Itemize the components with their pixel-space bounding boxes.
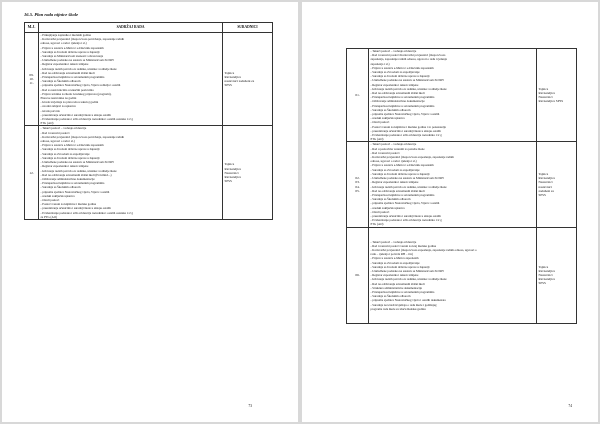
people-cell xyxy=(223,126,273,219)
task-line: - Prijave učenika za školu Gradskog prijevoza (programi), xyxy=(40,91,112,96)
work-plan-table-left xyxy=(24,22,273,220)
collaborator-label: Nastavnici xyxy=(538,180,553,185)
people-cell xyxy=(537,142,577,227)
task-line: - Održavanje administrativne dokumentacije xyxy=(370,99,425,104)
task-line: zaposlenja i sl.) xyxy=(370,61,390,66)
task-line: - Prikupljanje zapisnika i školskih godina xyxy=(40,33,92,37)
task-line: - Struktura administrativne dokumentacije xyxy=(370,285,423,290)
task-line: - Pristupačnost knjižnice u suvremenim programima xyxy=(370,289,435,294)
task-line: - Evidentiranje podataka i svih evidencija razrednika i ostalih ostataka 1/2 g xyxy=(40,117,133,122)
task-line: - Uskladbene podataka na sustavu sa Ministarstvom ZO RH xyxy=(40,160,114,165)
task-line: - Pristupačnost knjižnice u suvremenim programima xyxy=(370,192,435,197)
task-line: - Rad na održavanju suvremenih zbirki školi xyxy=(40,70,95,75)
month-label: 01. xyxy=(355,93,360,98)
collaborator-label: SPSS xyxy=(538,192,546,197)
task-line: - Poslovi vezani za knjižnice i školske godine i sl. pokazatelja xyxy=(370,124,446,129)
month-label: 03. xyxy=(355,180,360,185)
task-line: - Suradnja sa Školskim odborom xyxy=(370,107,411,112)
task-line: - Karlovački povjerenici (mapa izvoza zaposlenja, zaposlenje radnih xyxy=(370,155,454,160)
task-line: - Uskladbene podataka na sustavu sa Ministarstvom ZO RH xyxy=(40,58,114,63)
table-header-row xyxy=(25,23,273,33)
task-line: - Ostali poslovi xyxy=(40,197,60,202)
task-line: - Suradnja sa Ministarstvom znanosti i obrazovanja xyxy=(40,54,104,59)
table-row xyxy=(347,49,577,142)
task-line: - Prijave u sustavu e-Matica i e-Dnevnik zaposlenih xyxy=(370,65,434,70)
table-row xyxy=(25,33,273,126)
content-cell xyxy=(369,227,537,323)
task-line: - Suradnja sa Zavodom za zapošljavanje xyxy=(370,260,420,265)
collaborator-label: zaduženi za xyxy=(538,188,554,193)
task-line: Planove nastavnika na godini xyxy=(40,96,77,101)
collaborator-label: nastavnici zaduženi za xyxy=(224,79,255,84)
task-line: - Suradnja sa Školskim odborom xyxy=(40,185,81,190)
collaborator-label: Tajnica xyxy=(538,265,549,270)
task-line: - prezentiranje učenicima i suradnji škole u sklopu ostalih xyxy=(370,128,441,133)
collaborator-label: Nastavnici xyxy=(538,273,553,278)
month-label: 09. xyxy=(29,72,34,77)
work-plan-table-right xyxy=(346,48,577,324)
people-cell xyxy=(223,33,273,126)
task-line: - Registar zaposlenika i tekuće izmjene xyxy=(370,273,419,278)
task-line: - Suradnja na izradi izvještaja o radu škole i godišnjeg xyxy=(370,302,437,307)
collaborator-label: Tajnica xyxy=(224,162,235,167)
task-line: - Registar zaposlenika i tekuće izmjene xyxy=(370,180,419,185)
task-line: - Rad i nastavni poslovi xyxy=(370,150,400,155)
collaborator-label: Tajnica xyxy=(538,87,549,92)
task-line: - Rad na održavanju suvremenih zbirki školi (Pravilnici...) xyxy=(40,172,112,177)
task-line: - izrada potvrda xyxy=(40,108,60,113)
collaborator-label: Ravnateljica xyxy=(538,277,555,282)
task-line: - Pristupačnost knjižnice u suvremenim programima xyxy=(370,103,435,108)
task-line: odnosa, ugovori o radu i rješenja i sl.) xyxy=(370,159,417,164)
content-cell xyxy=(39,126,223,219)
collaborator-label: Ravnateljica xyxy=(538,91,555,96)
month-label: 11. xyxy=(29,81,34,86)
task-line: - Tekući poslovi – vođenje evidencije xyxy=(370,239,417,244)
task-line: - Rad i nastavni poslovi xyxy=(40,130,70,135)
task-line: - Suradnja sa Uredom državne uprave u županiji xyxy=(370,74,430,79)
task-line: - Pristupačnost knjižnice u suvremenim programima xyxy=(40,75,105,80)
task-line: - Suradnja sa Školskim odborom xyxy=(40,79,81,84)
collaborator-label: Nastavnici xyxy=(538,95,553,100)
task-line: - Pristupačnost knjižnice u suvremenim programima xyxy=(370,95,435,100)
task-line: - Izdavanje raznih potvrda za radnike, učenike i roditelje škole xyxy=(40,66,117,71)
task-line: - prezentiranje učenicima i suradnji škole u sklopu ostalih xyxy=(40,206,111,211)
collaborator-label: Ravnateljica xyxy=(224,174,241,179)
task-line: - Registar zaposlenika i tekuće izmjene xyxy=(40,62,89,67)
task-line: - Evidentiranje podataka i svih evidencija razrednika i ostalih ostataka 1/2 g xyxy=(40,210,133,215)
task-line: - priprema sjednica Nastavničkog vijeća, Vijeća i ostalih xyxy=(370,112,440,117)
task-line: - Rad na održavanju suvremenih zbirki školi xyxy=(370,281,425,286)
task-line: - Suradnja sa Zavodom za zapošljavanje xyxy=(40,151,90,156)
task-line: - Karlovački povjerenici (mapa izvoza potvrđenja, zaposlenje radnih xyxy=(40,37,125,42)
month-cell xyxy=(347,142,369,227)
task-line: PTG (AO) xyxy=(370,222,384,227)
task-line: za PTG (AO) xyxy=(40,214,57,219)
task-line: - Prijave u sustavu e-Matica i e-Dnevnik zaposlenih xyxy=(40,45,104,50)
task-line: - Rad na održavanju suvremenih zbirki školi xyxy=(370,188,425,193)
collaborator-label: Ravnateljica xyxy=(224,166,241,171)
task-line: - Karlovački povjerenici (mapa izvoza zaposlenja, zaposlenje radnih odnosa, ugovori o xyxy=(370,247,477,252)
month-label: 02. xyxy=(355,175,360,180)
task-line: - Ostali poslovi xyxy=(370,209,390,214)
task-line: - Tekući poslovi – vođenje evidencije xyxy=(40,126,87,131)
people-cell xyxy=(537,49,577,142)
collaborator-label: nastavnici xyxy=(538,184,552,189)
task-line: - Suradnja sa Uredom državne uprave u županiji xyxy=(40,147,100,152)
task-line: - Uskladbene podataka na sustavu sa Ministarstvom ZO RH xyxy=(370,268,444,273)
task-line: - Prijave u sustavu e-Matica i e-Dnevnik zaposlenih xyxy=(40,143,104,148)
task-line: - Rad u poslovima vezanim za potrebe škole xyxy=(370,146,425,151)
people-header: SURADNICI xyxy=(223,23,273,33)
collaborator-label: Tajnica xyxy=(538,172,549,177)
task-line: - priprema sjednica Nastavničkog vijeća, Vijeća roditelja i ostalih xyxy=(40,83,121,88)
content-cell xyxy=(369,142,537,227)
task-line: - Prijave u sustavu e-Matica zaposlenih xyxy=(370,256,419,261)
task-line: - Tekući poslovi – vođenje evidencije xyxy=(370,49,417,53)
task-line: - Suradnja sa Uredom državne uprave u županiji xyxy=(370,264,430,269)
page-number: 74 xyxy=(568,404,572,408)
task-line: - Rad na održavanju suvremenih zbirki školi xyxy=(370,91,425,96)
section-heading: 16.5. Plan rada nijnice škole xyxy=(24,12,79,17)
task-line: - Održavanje administrativne dokumentacije xyxy=(40,176,95,181)
table-row xyxy=(347,227,577,323)
task-line: - Suradnja sa Uredom državne uprave u županiji xyxy=(40,49,100,54)
task-line: - Ostali poslovi xyxy=(370,120,390,125)
month-cell xyxy=(347,227,369,323)
task-line: PTG (AO) xyxy=(40,121,54,126)
task-line: - Registar zaposlenika i tekuće izmjene xyxy=(40,164,89,169)
task-line: - Suradnja sa Zavodom za zapošljavanje xyxy=(370,167,420,172)
task-line: - priprema sjednica Nastavničkog vijeća i ostalih dokumenata xyxy=(370,298,446,303)
collaborator-label: Ravnateljica SPSS xyxy=(538,99,564,104)
task-line: - Uskladbene podataka na sustavu sa Ministarstvom ZO RH xyxy=(370,78,444,83)
task-line: - Evidentiranje podataka i svih evidencija razrednika 1/2 g xyxy=(370,218,442,223)
task-line: - Izdavanje raznih potvrda za radnike, učenike i roditelje škole xyxy=(370,277,447,282)
month-header: M.J. xyxy=(25,23,39,33)
month-label: 05. xyxy=(355,188,360,193)
table-row xyxy=(25,126,273,219)
collaborator-label: Ravnateljica xyxy=(538,176,555,181)
month-label: 12. xyxy=(29,170,34,175)
content-cell xyxy=(369,49,537,142)
collaborator-label: SPSS xyxy=(224,178,232,183)
month-cell xyxy=(347,49,369,142)
task-line: - Prijave u sustavu e-Matica i e-Dnevnik zaposlenih xyxy=(370,163,434,168)
task-line: odnosa, ugovori o radu i rješenja i sl.) xyxy=(40,41,87,46)
task-line: - Izdavanje raznih potvrda za radnike, učenike i roditelje škole xyxy=(370,184,447,189)
collaborator-label: Ravnateljica xyxy=(224,75,241,80)
page-number: 73 xyxy=(248,404,252,408)
content-cell xyxy=(39,33,223,126)
task-line: - prezentiranje učenicima i suradnji škole u sklopu ostalih xyxy=(40,112,111,117)
month-cell xyxy=(25,126,39,219)
collaborator-label: Ravnateljica xyxy=(538,269,555,274)
collaborator-label: SPSS xyxy=(538,281,546,286)
task-line: - Suradnja sa Školskim odborom xyxy=(370,294,411,299)
content-header: SADRŽAJ RADA xyxy=(39,23,223,33)
task-line: - Rad i nastavni poslovi vezani za kraj školske godine xyxy=(370,243,437,248)
task-line: - Registar zaposlenika i tekuće izmjene xyxy=(370,82,419,87)
right-page xyxy=(302,2,598,422)
task-line: - Karlovački povjerenici (mapa izvoza potvrđenja, zaposlenje radnih xyxy=(40,134,125,139)
task-line: - Suradnja sa Školskim odborom xyxy=(370,197,411,202)
task-line: - Izdavanje raznih potvrda za radnike, učenike i roditelje škole xyxy=(370,86,447,91)
task-line: - uredski zaključak upisnica xyxy=(370,205,405,210)
task-line: programa rada škole za iduću školsku godinu xyxy=(370,306,426,311)
task-line: - uredski zaključak upisnica xyxy=(370,116,405,121)
task-line: - Rad i nastavni poslovi Karlovački povjerenici (mapa izvoza xyxy=(370,53,446,58)
collaborator-label: SPSS xyxy=(224,83,232,88)
table-row xyxy=(347,142,577,227)
left-page xyxy=(2,2,298,422)
task-line: - Izrada izvještaja za plan rada u tekućoj godini xyxy=(40,100,99,105)
task-line: - prezentiranje učenicima i suradnji škole u sklopu ostalih xyxy=(370,213,441,218)
task-line: PTG (AO) xyxy=(370,137,384,142)
collaborator-label: Nastavnici xyxy=(224,170,239,175)
month-label: 10. xyxy=(29,77,34,82)
task-line: - Tekući poslovi – vođenje evidencije xyxy=(370,142,417,147)
task-line: odnosa, ugovori o radu i sl.) xyxy=(40,139,75,144)
people-cell xyxy=(537,227,577,323)
collaborator-label: Tajnica xyxy=(224,71,235,76)
month-label: 06. xyxy=(355,273,360,278)
task-line: zaposlenja, zaposlenje radnih odnosa, ugovori o radu i rješenja xyxy=(370,57,447,62)
month-label: 04. xyxy=(355,184,360,189)
task-line: - uvodni zahtjevi za upisnicu xyxy=(40,104,76,109)
task-line: - Uskladbene podataka na sustavu sa Ministarstvom ZO RH xyxy=(370,176,444,181)
task-line: - uredski zaključak upisnica xyxy=(40,193,75,198)
task-line: - Suradnja sa Zavodom za zapošljavanje xyxy=(370,70,420,75)
task-line: - Suradnja sa Uredom državne uprave u županiji xyxy=(370,171,430,176)
task-line: - Rad sa nastavnicima u tekućim poslovima xyxy=(40,87,94,92)
task-line: - priprema sjednica Nastavničkog vijeća, Vijeća i ostalih xyxy=(370,201,440,206)
task-line: - Evidentiranje podataka i svih evidencija razrednika 1/2 g xyxy=(370,133,442,138)
task-line: radu – rješenja i potvrda RH – itd.) xyxy=(370,252,414,257)
task-line: - Izdavanje raznih potvrda za radnike, učenike i roditelje škole xyxy=(40,168,117,173)
task-line: - Poslovi vezani za knjižnice i školske godine xyxy=(40,202,97,207)
task-line: - Pristupačnost knjižnice u suvremenim programima xyxy=(40,181,105,186)
task-line: - priprema sjednica Nastavničkog vijeća, Vijeća i ostalih xyxy=(40,189,110,194)
task-line: - Suradnja sa Uredom državne uprave u županiji xyxy=(40,155,100,160)
month-cell xyxy=(25,33,39,126)
